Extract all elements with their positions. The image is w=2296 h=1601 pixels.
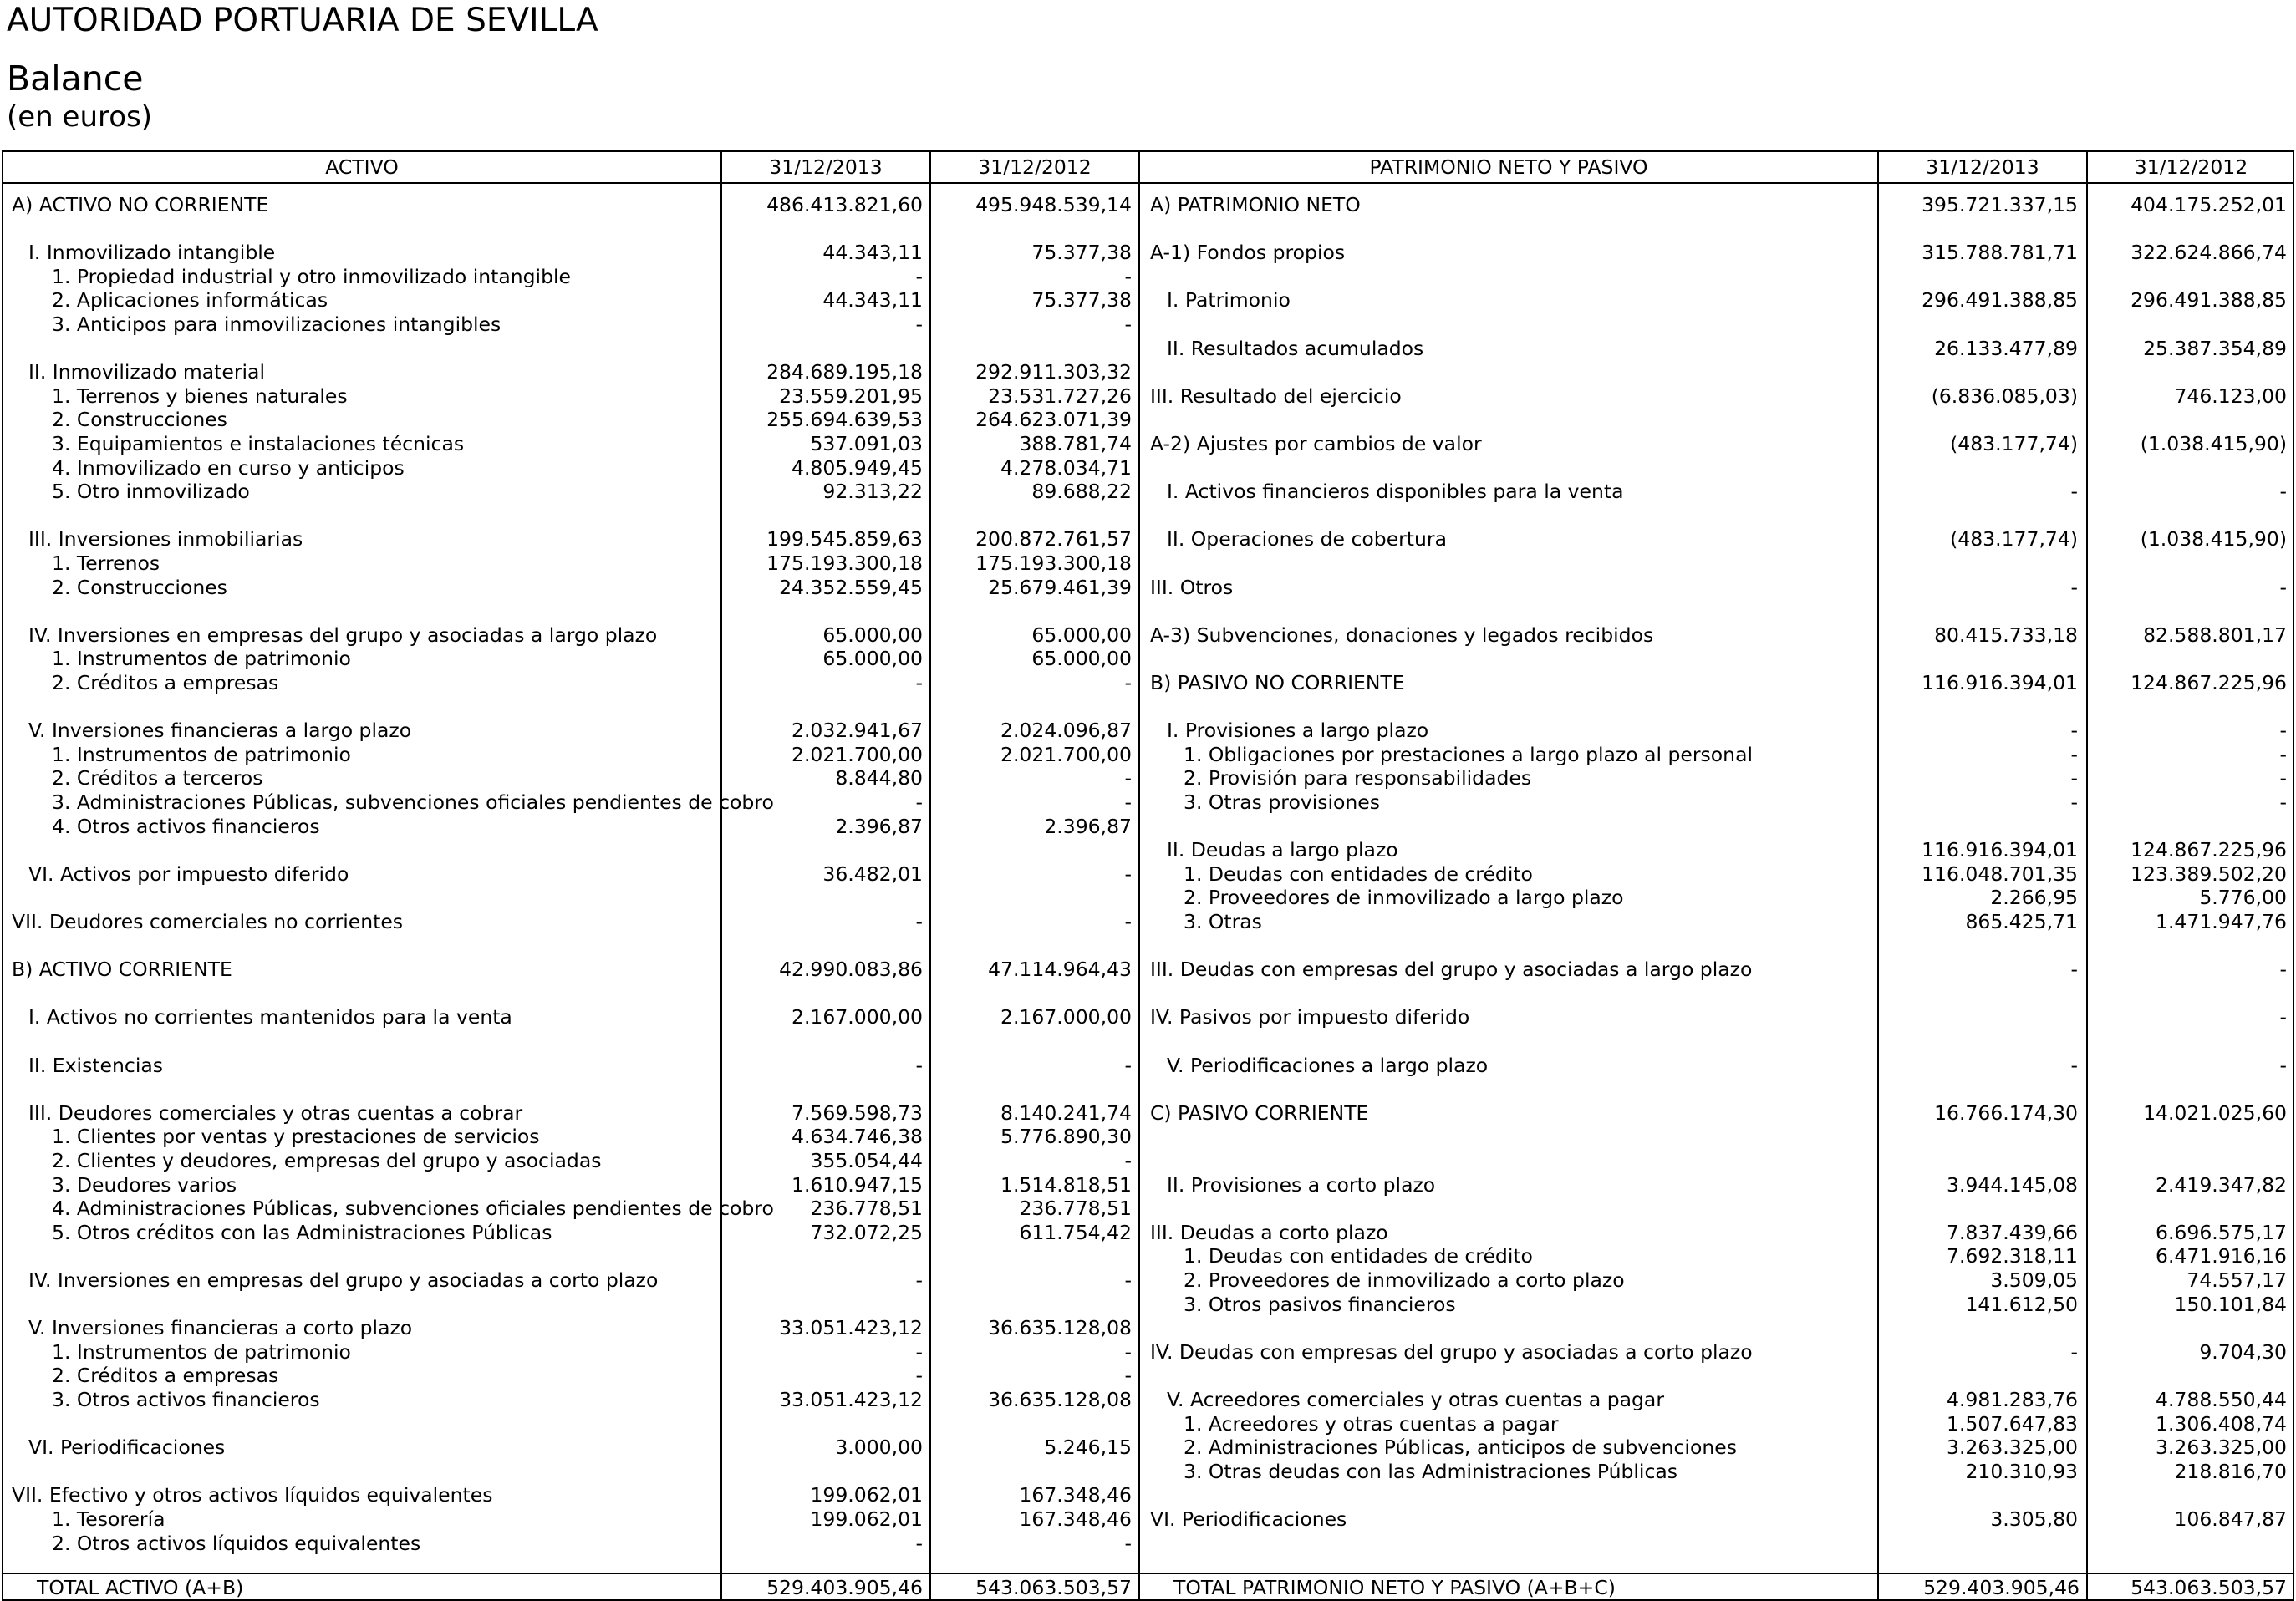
total-activo-2013: 529.403.905,46	[766, 1576, 923, 1599]
value-2012: 3.263.325,00	[2156, 1436, 2287, 1460]
row-label: 2. Otros activos líquidos equivalentes	[52, 1531, 421, 1555]
row-label: 1. Instrumentos de patrimonio	[52, 742, 351, 766]
value-2012: 4.278.034,71	[1000, 455, 1132, 480]
value-2012: 292.911.303,32	[975, 360, 1132, 384]
value-2013: 36.482,01	[822, 861, 923, 886]
value-2013: 44.343,11	[822, 241, 923, 265]
value-2013: 16.766.174,30	[1934, 1100, 2078, 1125]
total-pasivo-2013: 529.403.905,46	[1923, 1576, 2080, 1599]
value-2012: 296.491.388,85	[2131, 288, 2287, 313]
value-2012: -	[2279, 480, 2287, 504]
value-2013: -	[915, 910, 923, 933]
row-label: I. Inmovilizado intangible	[28, 241, 276, 265]
row-label: III. Resultado del ejercicio	[1150, 384, 1402, 408]
value-2012: 25.679.461,39	[988, 575, 1132, 599]
value-2012: 47.114.964,43	[988, 958, 1132, 982]
value-2012: 150.101,84	[2174, 1292, 2287, 1316]
value-2013: 395.721.337,15	[1922, 193, 2078, 216]
value-2012: 74.557,17	[2187, 1268, 2287, 1292]
value-2012: -	[2279, 742, 2287, 766]
row-label: II. Operaciones de cobertura	[1167, 527, 1447, 551]
row-label: 1. Acreedores y otras cuentas a pagar	[1184, 1411, 1559, 1436]
value-2013: 537.091,03	[810, 432, 923, 455]
row-label: VI. Periodificaciones	[1150, 1507, 1347, 1531]
row-label: II. Resultados acumulados	[1167, 336, 1424, 360]
value-2013: -	[915, 264, 923, 288]
value-2013: 24.352.559,45	[779, 575, 923, 599]
value-2012: 322.624.866,74	[2131, 241, 2287, 265]
value-2013: (483.177,74)	[1950, 527, 2078, 551]
value-2013: 3.263.325,00	[1947, 1436, 2078, 1460]
value-2012: 264.623.071,39	[975, 408, 1132, 432]
row-label: 1. Instrumentos de patrimonio	[52, 1339, 351, 1364]
value-2013: 2.032.941,67	[792, 719, 923, 743]
value-2012: 65.000,00	[1031, 647, 1132, 671]
pasivo-date-2013-heading: 31/12/2013	[1926, 155, 2039, 179]
row-label: 2. Clientes y deudores, empresas del grupo y asociadas	[52, 1149, 602, 1172]
value-2013: 44.343,11	[822, 288, 923, 313]
value-2012: 2.167.000,00	[1000, 1005, 1132, 1029]
row-label: 4. Inmovilizado en curso y anticipos	[52, 455, 405, 480]
row-label: II. Deudas a largo plazo	[1167, 838, 1398, 862]
value-2013: 486.413.821,60	[766, 193, 923, 216]
value-2012: 36.635.128,08	[988, 1388, 1132, 1411]
row-label: 3. Otros pasivos financieros	[1184, 1292, 1456, 1316]
row-label: C) PASIVO CORRIENTE	[1150, 1100, 1369, 1125]
row-label: VI. Periodificaciones	[28, 1436, 226, 1460]
value-2012: -	[2279, 958, 2287, 982]
value-2013: -	[2070, 958, 2078, 982]
value-2012: 2.024.096,87	[1000, 719, 1132, 743]
value-2013: -	[915, 671, 923, 694]
row-label: IV. Inversiones en empresas del grupo y asociadas a corto plazo	[28, 1268, 659, 1292]
value-2012: 65.000,00	[1031, 623, 1132, 647]
row-label: V. Periodificaciones a largo plazo	[1167, 1053, 1489, 1077]
value-2012: -	[2279, 1053, 2287, 1077]
value-2012: 746.123,00	[2174, 384, 2287, 408]
value-2012: -	[1124, 790, 1132, 814]
value-2013: 3.944.145,08	[1947, 1172, 2078, 1197]
value-2012: -	[1124, 1339, 1132, 1364]
row-label: 2. Proveedores de inmovilizado a largo plazo	[1184, 886, 1624, 910]
row-label: 3. Otras	[1184, 910, 1262, 933]
value-2012: -	[1124, 1531, 1132, 1555]
value-2012: 25.387.354,89	[2143, 336, 2287, 360]
total-pasivo-2012: 543.063.503,57	[2131, 1576, 2287, 1599]
value-2012: -	[1124, 1268, 1132, 1292]
row-label: III. Otros	[1150, 575, 1234, 599]
value-2013: -	[915, 1339, 923, 1364]
value-2013: 1.507.647,83	[1947, 1411, 2078, 1436]
value-2012: 1.514.818,51	[1000, 1172, 1132, 1197]
activo-heading: ACTIVO	[325, 155, 399, 179]
value-2013: 4.981.283,76	[1947, 1388, 2078, 1411]
row-label: III. Deudas con empresas del grupo y asociadas a largo plazo	[1150, 958, 1753, 982]
value-2013: 2.167.000,00	[792, 1005, 923, 1029]
value-2013: 3.000,00	[835, 1436, 923, 1460]
row-label: VI. Activos por impuesto diferido	[28, 861, 349, 886]
value-2012: 1.306.408,74	[2156, 1411, 2287, 1436]
row-label: 3. Equipamientos e instalaciones técnicas	[52, 432, 465, 455]
row-label: I. Activos financieros disponibles para la venta	[1167, 480, 1624, 504]
total-activo-label: TOTAL ACTIVO (A+B)	[37, 1576, 244, 1599]
row-label: II. Provisiones a corto plazo	[1167, 1172, 1436, 1197]
row-label: III. Deudas a corto plazo	[1150, 1220, 1388, 1244]
value-2012: 5.246,15	[1044, 1436, 1132, 1460]
row-label: 2. Créditos a empresas	[52, 1364, 279, 1388]
value-2013: -	[2070, 719, 2078, 743]
row-label: II. Inmovilizado material	[28, 360, 265, 384]
value-2012: 175.193.300,18	[975, 551, 1132, 575]
value-2013: 33.051.423,12	[779, 1316, 923, 1340]
value-2012: 167.348,46	[1019, 1483, 1132, 1507]
value-2013: 116.048.701,35	[1922, 861, 2078, 886]
value-2013: 236.778,51	[810, 1197, 923, 1221]
value-2013: -	[915, 1053, 923, 1077]
entity-title: AUTORIDAD PORTUARIA DE SEVILLA	[7, 2, 598, 39]
value-2012: 6.471.916,16	[2156, 1244, 2287, 1268]
activo-date-2012-heading: 31/12/2012	[978, 155, 1092, 179]
balance-sheet-table	[2, 150, 2294, 1601]
document-title: Balance	[7, 58, 144, 99]
total-activo-2012: 543.063.503,57	[975, 1576, 1132, 1599]
value-2012: (1.038.415,90)	[2140, 527, 2287, 551]
pasivo-heading: PATRIMONIO NETO Y PASIVO	[1369, 155, 1648, 179]
value-2013: 33.051.423,12	[779, 1388, 923, 1411]
value-2012: -	[1124, 861, 1132, 886]
row-label: III. Deudores comerciales y otras cuentas a cobrar	[28, 1100, 523, 1125]
value-2013: 4.805.949,45	[792, 455, 923, 480]
value-2013: 732.072,25	[810, 1220, 923, 1244]
value-2012: 2.021.700,00	[1000, 742, 1132, 766]
value-2012: -	[1124, 313, 1132, 336]
value-2012: 75.377,38	[1031, 288, 1132, 313]
value-2013: (6.836.085,03)	[1931, 384, 2078, 408]
value-2012: -	[1124, 910, 1132, 933]
value-2012: 611.754,42	[1019, 1220, 1132, 1244]
row-label: 1. Clientes por ventas y prestaciones de servicios	[52, 1125, 540, 1149]
value-2012: -	[1124, 1053, 1132, 1077]
value-2012: 388.781,74	[1019, 432, 1132, 455]
row-label: 3. Administraciones Públicas, subvenciones oficiales pendientes de cobro	[52, 790, 774, 814]
header-divider	[3, 182, 2293, 184]
value-2012: 124.867.225,96	[2131, 671, 2287, 694]
row-label: IV. Pasivos por impuesto diferido	[1150, 1005, 1470, 1029]
value-2013: 210.310,93	[1965, 1459, 2078, 1483]
value-2013: 199.062,01	[810, 1483, 923, 1507]
value-2013: -	[915, 1531, 923, 1555]
value-2012: 236.778,51	[1019, 1197, 1132, 1221]
row-label: 1. Terrenos y bienes naturales	[52, 384, 348, 408]
value-2012: 1.471.947,76	[2156, 910, 2287, 933]
row-label: A) ACTIVO NO CORRIENTE	[12, 193, 269, 216]
value-2012: 75.377,38	[1031, 241, 1132, 265]
activo-date-2013-heading: 31/12/2013	[769, 155, 883, 179]
value-2013: 2.396,87	[835, 814, 923, 838]
value-2012: 124.867.225,96	[2131, 838, 2287, 862]
row-label: I. Provisiones a largo plazo	[1167, 719, 1429, 743]
row-label: I. Activos no corrientes mantenidos para la venta	[28, 1005, 512, 1029]
value-2012: 5.776.890,30	[1000, 1125, 1132, 1149]
value-2013: 4.634.746,38	[792, 1125, 923, 1149]
value-2012: (1.038.415,90)	[2140, 432, 2287, 455]
value-2012: -	[1124, 1364, 1132, 1388]
row-label: 1. Tesorería	[52, 1507, 165, 1531]
value-2013: -	[2070, 790, 2078, 814]
value-2012: -	[2279, 719, 2287, 743]
value-2012: -	[1124, 1149, 1132, 1172]
value-2012: -	[2279, 1005, 2287, 1029]
row-label: A-2) Ajustes por cambios de valor	[1150, 432, 1482, 455]
value-2012: -	[1124, 264, 1132, 288]
value-2013: 80.415.733,18	[1934, 623, 2078, 647]
value-2012: -	[2279, 766, 2287, 790]
value-2012: 218.816,70	[2174, 1459, 2287, 1483]
row-label: 2. Construcciones	[52, 575, 227, 599]
value-2012: 167.348,46	[1019, 1507, 1132, 1531]
row-label: 1. Deudas con entidades de crédito	[1184, 861, 1533, 886]
value-2013: 2.266,95	[1990, 886, 2078, 910]
row-label: V. Inversiones financieras a largo plazo	[28, 719, 412, 743]
value-2012: 106.847,87	[2174, 1507, 2287, 1531]
value-2013: 42.990.083,86	[779, 958, 923, 982]
row-label: 3. Anticipos para inmovilizaciones intangibles	[52, 313, 501, 336]
value-2013: 92.313,22	[822, 480, 923, 504]
value-2012: 2.396,87	[1044, 814, 1132, 838]
column-divider	[1138, 152, 1140, 1599]
value-2012: 5.776,00	[2199, 886, 2287, 910]
value-2012: 82.588.801,17	[2143, 623, 2287, 647]
row-label: 4. Administraciones Públicas, subvenciones oficiales pendientes de cobro	[52, 1197, 774, 1221]
row-label: III. Inversiones inmobiliarias	[28, 527, 303, 551]
value-2013: -	[915, 313, 923, 336]
value-2013: 355.054,44	[810, 1149, 923, 1172]
row-label: 2. Provisión para responsabilidades	[1184, 766, 1532, 790]
value-2013: (483.177,74)	[1950, 432, 2078, 455]
row-label: 2. Créditos a empresas	[52, 671, 279, 694]
value-2012: 495.948.539,14	[975, 193, 1132, 216]
value-2013: -	[915, 790, 923, 814]
row-label: VII. Efectivo y otros activos líquidos equivalentes	[12, 1483, 493, 1507]
value-2013: 284.689.195,18	[766, 360, 923, 384]
value-2013: 1.610.947,15	[792, 1172, 923, 1197]
value-2012: 9.704,30	[2199, 1339, 2287, 1364]
value-2013: 3.305,80	[1990, 1507, 2078, 1531]
value-2013: 315.788.781,71	[1922, 241, 2078, 265]
row-label: 3. Otras deudas con las Administraciones Públicas	[1184, 1459, 1678, 1483]
value-2013: -	[915, 1364, 923, 1388]
value-2013: -	[2070, 742, 2078, 766]
value-2013: 296.491.388,85	[1922, 288, 2078, 313]
row-label: 1. Terrenos	[52, 551, 160, 575]
value-2013: 7.692.318,11	[1947, 1244, 2078, 1268]
row-label: 2. Proveedores de inmovilizado a corto plazo	[1184, 1268, 1625, 1292]
row-label: 1. Deudas con entidades de crédito	[1184, 1244, 1533, 1268]
value-2013: 199.062,01	[810, 1507, 923, 1531]
row-label: 1. Obligaciones por prestaciones a largo plazo al personal	[1184, 742, 1753, 766]
row-label: B) ACTIVO CORRIENTE	[12, 958, 232, 982]
value-2013: -	[2070, 1339, 2078, 1364]
row-label: II. Existencias	[28, 1053, 163, 1077]
value-2013: -	[2070, 1053, 2078, 1077]
value-2013: -	[2070, 480, 2078, 504]
row-label: B) PASIVO NO CORRIENTE	[1150, 671, 1405, 694]
value-2013: 116.916.394,01	[1922, 838, 2078, 862]
row-label: 3. Deudores varios	[52, 1172, 237, 1197]
value-2013: 255.694.639,53	[766, 408, 923, 432]
value-2012: -	[1124, 671, 1132, 694]
value-2013: 23.559.201,95	[779, 384, 923, 408]
value-2012: -	[1124, 766, 1132, 790]
value-2013: 8.844,80	[835, 766, 923, 790]
row-label: I. Patrimonio	[1167, 288, 1291, 313]
value-2012: 8.140.241,74	[1000, 1100, 1132, 1125]
row-label: 2. Construcciones	[52, 408, 227, 432]
row-label: IV. Deudas con empresas del grupo y asociadas a corto plazo	[1150, 1339, 1753, 1364]
value-2013: 141.612,50	[1965, 1292, 2078, 1316]
value-2012: 6.696.575,17	[2156, 1220, 2287, 1244]
value-2012: 2.419.347,82	[2156, 1172, 2287, 1197]
pasivo-date-2012-heading: 31/12/2012	[2134, 155, 2248, 179]
value-2013: 65.000,00	[822, 623, 923, 647]
total-pasivo-label: TOTAL PATRIMONIO NETO Y PASIVO (A+B+C)	[1173, 1576, 1616, 1599]
row-label: V. Acreedores comerciales y otras cuentas a pagar	[1167, 1388, 1664, 1411]
row-label: 1. Instrumentos de patrimonio	[52, 647, 351, 671]
row-label: A-1) Fondos propios	[1150, 241, 1346, 265]
value-2013: 199.545.859,63	[766, 527, 923, 551]
value-2012: -	[2279, 575, 2287, 599]
value-2012: -	[2279, 790, 2287, 814]
row-label: A-3) Subvenciones, donaciones y legados recibidos	[1150, 623, 1654, 647]
currency-note: (en euros)	[7, 100, 153, 134]
value-2013: 7.569.598,73	[792, 1100, 923, 1125]
row-label: 1. Propiedad industrial y otro inmovilizado intangible	[52, 264, 571, 288]
row-label: 2. Administraciones Públicas, anticipos de subvenciones	[1184, 1436, 1737, 1460]
row-label: V. Inversiones financieras a corto plazo	[28, 1316, 413, 1340]
value-2012: 4.788.550,44	[2156, 1388, 2287, 1411]
value-2013: 2.021.700,00	[792, 742, 923, 766]
value-2013: 3.509,05	[1990, 1268, 2078, 1292]
row-label: 3. Otros activos financieros	[52, 1388, 320, 1411]
row-label: 2. Créditos a terceros	[52, 766, 263, 790]
value-2013: 26.133.477,89	[1934, 336, 2078, 360]
value-2013: 116.916.394,01	[1922, 671, 2078, 694]
value-2013: -	[2070, 575, 2078, 599]
value-2012: 36.635.128,08	[988, 1316, 1132, 1340]
value-2012: 200.872.761,57	[975, 527, 1132, 551]
value-2013: 175.193.300,18	[766, 551, 923, 575]
row-label: VII. Deudores comerciales no corrientes	[12, 910, 404, 933]
value-2013: -	[2070, 766, 2078, 790]
row-label: IV. Inversiones en empresas del grupo y asociadas a largo plazo	[28, 623, 658, 647]
value-2013: 865.425,71	[1965, 910, 2078, 933]
value-2012: 123.389.502,20	[2131, 861, 2287, 886]
value-2013: 65.000,00	[822, 647, 923, 671]
row-label: 5. Otros créditos con las Administraciones Públicas	[52, 1220, 552, 1244]
value-2012: 14.021.025,60	[2143, 1100, 2287, 1125]
row-label: 3. Otras provisiones	[1184, 790, 1380, 814]
totals-divider	[3, 1573, 2293, 1574]
row-label: A) PATRIMONIO NETO	[1150, 193, 1361, 216]
value-2012: 404.175.252,01	[2131, 193, 2287, 216]
value-2012: 23.531.727,26	[988, 384, 1132, 408]
row-label: 5. Otro inmovilizado	[52, 480, 250, 504]
row-label: 2. Aplicaciones informáticas	[52, 288, 328, 313]
value-2013: 7.837.439,66	[1947, 1220, 2078, 1244]
value-2012: 89.688,22	[1031, 480, 1132, 504]
value-2013: -	[915, 1268, 923, 1292]
row-label: 4. Otros activos financieros	[52, 814, 320, 838]
